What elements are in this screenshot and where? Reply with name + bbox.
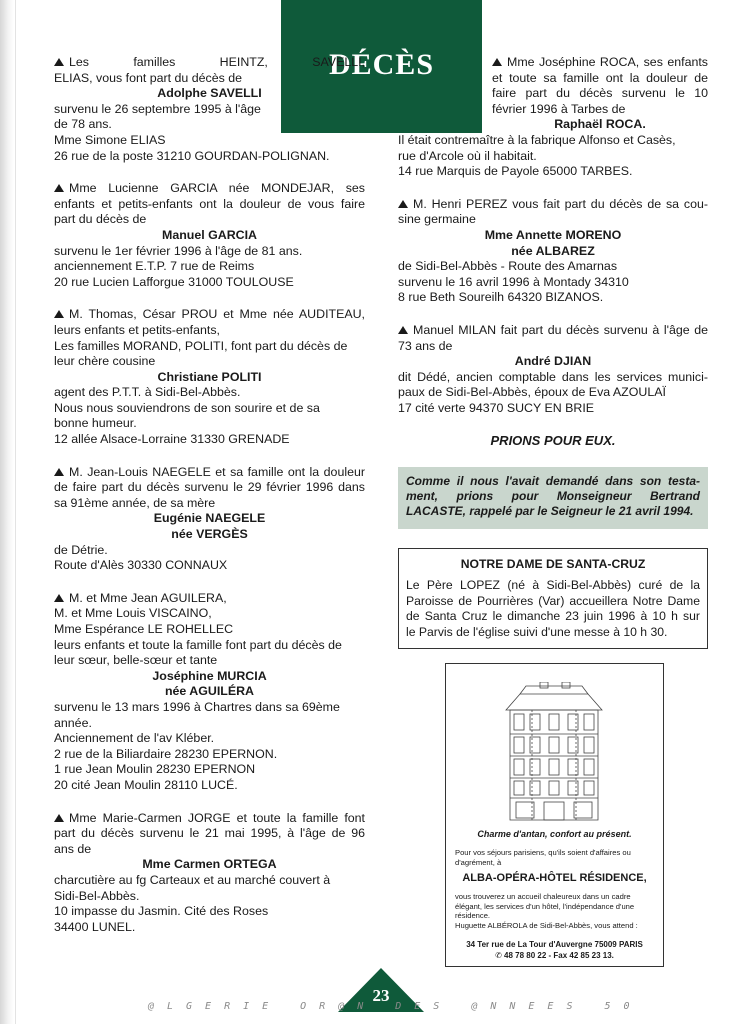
deceased-name	[54, 228, 365, 244]
text: anciennement E.T.P. 7 rue de Reims	[54, 259, 255, 274]
section-title: DÉCÈS	[328, 48, 435, 81]
text: ans de	[54, 841, 92, 856]
tribute-line: LACASTE, rappelé par le Seigneur le 21 avril 1994.	[406, 504, 694, 519]
notice-text	[406, 578, 700, 640]
text: Mme Lucienne GARCIA née MONDEJAR, ses	[69, 181, 365, 196]
text: née VERGÈS	[171, 527, 248, 542]
text: de 78 ans.	[54, 117, 112, 132]
text: paux de Sidi-Bel-Abbès, époux de Eva AZOULAÏ	[398, 385, 666, 400]
text: février 1996 à Tarbes de	[492, 101, 626, 116]
entry-text-line	[54, 826, 365, 842]
triangle-bullet-icon	[398, 200, 408, 208]
ad-caption: Charme d'antan, confort au présent.	[477, 829, 632, 839]
text: Mme Joséphine ROCA, ses enfants	[507, 55, 708, 69]
text: 8 rue Beth Soureilh 64320 BIZANOS.	[398, 290, 604, 305]
triangle-bullet-icon	[398, 326, 408, 334]
entry-text-line	[54, 778, 365, 794]
text: faire part du décès survenu le 10	[492, 86, 708, 101]
text: Les familles HEINTZ, SAVELLI,	[69, 55, 365, 69]
prayer-line: PRIONS POUR EUX.	[490, 433, 616, 449]
entry-text-line	[54, 762, 365, 778]
entry-text-line	[54, 275, 365, 291]
ad-intro	[455, 848, 655, 867]
entry-text-line	[398, 401, 708, 417]
text: enfants et petits-enfants ont la douleur de vous faire	[54, 196, 365, 211]
deceased-name	[492, 117, 708, 133]
text: 2 rue de la Biliardaire 28230 EPERNON.	[54, 746, 278, 761]
text: Manuel GARCIA	[162, 227, 257, 242]
entry-text-line	[54, 904, 365, 920]
text: André DJIAN	[514, 354, 592, 369]
right_column-entry	[398, 197, 708, 306]
entry-text-line	[54, 653, 365, 669]
binding-line	[15, 0, 16, 1024]
text: 10 impasse du Jasmin. Cité des Roses	[54, 904, 269, 919]
entry-text-line	[54, 323, 365, 339]
entry-text-line	[54, 622, 365, 638]
entry-text-line	[492, 71, 708, 87]
entry-text-line	[54, 731, 365, 747]
ad-body-line: vous trouverez un accueil chaleureux dans un cadre	[455, 892, 631, 901]
text: Mme Marie-Carmen JORGE et toute la famille font	[69, 810, 365, 825]
text: part du décès survenu le 21 mai 1995, à l'âge de 96	[54, 826, 365, 841]
text: ELIAS, vous font part du décès de	[54, 70, 243, 85]
text: Route d'Alès 30330 CONNAUX	[54, 558, 228, 573]
tribute-box	[398, 467, 708, 529]
entry-text-line	[54, 149, 365, 165]
entry-text-line	[54, 842, 365, 858]
text: sine germaine	[398, 212, 476, 227]
notice-line: Paroisse de Pourrières (Var) accueillera Notre Dame	[406, 593, 700, 608]
entry-text-line	[54, 117, 365, 133]
triangle-bullet-icon	[54, 594, 64, 602]
text: rue d'Arcole où il habitait.	[398, 148, 537, 163]
entry-text-line	[54, 496, 365, 512]
text: de Sidi-Bel-Abbès - Route des Amarnas	[398, 259, 618, 274]
deceased-name	[54, 684, 365, 700]
ad-body-line: Huguette ALBÉROLA de Sidi-Bel-Abbès, vous attend :	[455, 920, 638, 930]
ad-intro-line: d'agrément, à	[455, 857, 502, 867]
left-column	[54, 55, 365, 952]
entry-text-line	[398, 149, 708, 165]
triangle-bullet-icon	[54, 814, 64, 822]
text: Il était contremaître à la fabrique Alfonso et Casès,	[398, 132, 676, 147]
entry-text-line	[54, 811, 365, 827]
right_column-entry	[398, 55, 708, 180]
entry-text-line	[492, 86, 708, 102]
text: leur chère cousine	[54, 354, 156, 369]
text: Mme Annette MORENO	[484, 227, 622, 242]
right_column-entry	[398, 323, 708, 417]
text: charcutière au fg Carteaux et au marché couvert à	[54, 872, 331, 887]
text: dit Dédé, ancien comptable dans les services munici-	[398, 369, 708, 384]
deceased-name	[54, 527, 365, 543]
footer-text: @LGERIE OR@N DES @NNEES 50	[148, 1001, 643, 1012]
ad-hotel-name: ALBA-OPÉRA-HÔTEL RÉSIDENCE,	[462, 872, 647, 884]
text: 73 ans de	[398, 338, 453, 353]
text: sa 91ème année, de sa mère	[54, 495, 216, 510]
binding-shadow	[0, 0, 14, 1024]
entry-text-line	[398, 164, 708, 180]
deceased-name	[54, 370, 365, 386]
text: leurs enfants et toute la famille font part du décès de	[54, 637, 342, 652]
entry-text-line	[398, 323, 708, 339]
entry-text-line	[492, 55, 708, 71]
entry-text-line	[54, 543, 365, 559]
text: née AGUILÉRA	[164, 684, 255, 699]
triangle-bullet-icon	[54, 58, 64, 66]
text: agent des P.T.T. à Sidi-Bel-Abbès.	[54, 385, 241, 400]
text: M. Thomas, César PROU et Mme née AUDITEAU,	[69, 307, 365, 322]
entry-text-line	[54, 354, 365, 370]
text: survenu le 1er février 1996 à l'âge de 81 ans.	[54, 243, 303, 258]
tribute-line: ment, prions pour Monseigneur Bertrand	[406, 489, 700, 504]
ad-address: 34 Ter rue de La Tour d'Auvergne 75009 PARIS	[466, 940, 643, 949]
text: Manuel MILAN fait part du décès survenu à l'âge de	[413, 322, 708, 337]
hotel-building-illustration	[500, 682, 608, 822]
left_column-entry	[54, 181, 365, 290]
page-number: 23	[372, 986, 390, 1005]
text: bonne humeur.	[54, 416, 137, 431]
ad-intro-line: Pour vos séjours parisiens, qu'ils soient d'affaires ou	[455, 848, 631, 857]
triangle-bullet-icon	[54, 468, 64, 476]
text: leurs enfants et petits-enfants,	[54, 322, 220, 337]
triangle-bullet-icon	[54, 310, 64, 318]
text: Anciennement de l'av Kléber.	[54, 731, 215, 746]
text: Nous nous souviendrons de son sourire et de sa	[54, 400, 320, 415]
text: M. Henri PEREZ vous fait part du décès de sa cou-	[413, 196, 708, 211]
text: Raphaël ROCA.	[554, 117, 646, 132]
entry-text-line	[54, 465, 365, 481]
entry-text-line	[398, 275, 708, 291]
notice-line: Le Père LOPEZ (né à Sidi-Bel-Abbès) curé de la	[406, 578, 700, 593]
entry-text-line	[398, 133, 708, 149]
notice-line: de Santa Cruz le dimanche 23 juin 1996 à 10 h sur	[406, 609, 700, 624]
entry-text-line	[54, 55, 365, 71]
entry-text-line	[398, 197, 708, 213]
text: M. Jean-Louis NAEGELE et sa famille ont la douleur	[69, 464, 365, 479]
entry-text-line	[54, 889, 365, 905]
text: leur sœur, belle-sœur et tante	[54, 653, 218, 668]
text: survenu le 16 avril 1996 à Montady 34310	[398, 274, 629, 289]
entry-text-line	[54, 432, 365, 448]
left_column-entry	[54, 465, 365, 574]
text: 12 allée Alsace-Lorraine 31330 GRENADE	[54, 432, 290, 447]
entry-text-line	[54, 197, 365, 213]
deceased-name	[54, 511, 365, 527]
text: survenu le 13 mars 1996 à Chartres dans sa 69ème	[54, 699, 340, 714]
text: 34400 LUNEL.	[54, 919, 136, 934]
entry-text-line	[54, 606, 365, 622]
entry-text-line	[54, 133, 365, 149]
left_column-entry	[54, 591, 365, 794]
entry-text-line	[54, 385, 365, 401]
entry-text-line	[54, 102, 365, 118]
entry-text-line	[492, 102, 708, 118]
entry-text-line	[54, 259, 365, 275]
text: Adolphe SAVELLI	[157, 86, 262, 101]
text: M. et Mme Louis VISCAINO,	[54, 606, 212, 621]
entry-text-line	[54, 920, 365, 936]
text: Joséphine MURCIA	[152, 668, 267, 683]
entry-text-line	[54, 416, 365, 432]
left_column-entry	[54, 55, 365, 164]
entry-text-line	[54, 873, 365, 889]
ad-body-line: résidence.	[455, 911, 491, 921]
left_column-entry	[54, 307, 365, 447]
text: Christiane POLITI	[157, 369, 262, 384]
text: M. et Mme Jean AGUILERA,	[69, 590, 227, 605]
text: part du décès de	[54, 212, 147, 227]
text: 14 rue Marquis de Payole 65000 TARBES.	[398, 164, 633, 179]
deceased-name	[398, 354, 708, 370]
text: survenu le 26 septembre 1995 à l'âge	[54, 101, 261, 116]
entry-text-line	[398, 212, 708, 228]
deceased-name	[54, 86, 365, 102]
text: de Détrie.	[54, 542, 108, 557]
text: née ALBAREZ	[511, 243, 595, 258]
text: Eugénie NAEGELE	[153, 511, 266, 526]
tribute-line: Comme il nous l'avait demandé dans son testa-	[406, 474, 700, 489]
triangle-bullet-icon	[492, 58, 502, 66]
text: et toute sa famille ont la douleur de	[492, 70, 708, 85]
right-entries	[398, 55, 708, 416]
entry-text-line	[398, 339, 708, 355]
entry-text-line	[54, 591, 365, 607]
text: 20 cité Jean Moulin 28110 LUCÉ.	[54, 777, 238, 792]
entry-text-line	[54, 71, 365, 87]
entry-text-line	[54, 212, 365, 228]
entry-text-line	[54, 700, 365, 716]
entry-text-line	[398, 290, 708, 306]
ad-body	[455, 892, 655, 930]
entry-text-line	[398, 259, 708, 275]
right-column	[398, 55, 708, 663]
entry-text-line	[54, 339, 365, 355]
deceased-name	[398, 228, 708, 244]
triangle-bullet-icon	[54, 184, 64, 192]
entry-text-line	[398, 385, 708, 401]
entry-text-line	[54, 558, 365, 574]
text: 26 rue de la poste 31210 GOURDAN-POLIGNAN.	[54, 148, 330, 163]
entry-text-line	[398, 370, 708, 386]
deceased-name	[54, 669, 365, 685]
ad-phone: ✆ 48 78 80 22 - Fax 42 85 23 13.	[495, 951, 614, 960]
entry-text-line	[54, 480, 365, 496]
text: Sidi-Bel-Abbès.	[54, 888, 140, 903]
text: Les familles MORAND, POLITI, font part du décès de	[54, 338, 348, 353]
ad-body-line: élégant, les services d'un hôtel, l'indépendance d'une	[455, 901, 635, 911]
deceased-name	[54, 857, 365, 873]
entry-text-line	[54, 307, 365, 323]
text: Mme Carmen ORTEGA	[142, 857, 277, 872]
text: 1 rue Jean Moulin 28230 EPERNON	[54, 762, 256, 777]
entry-text-line	[54, 716, 365, 732]
notice-line: le Parvis de l'église suivi d'une messe à 10 h 30.	[406, 625, 668, 640]
entry-text-line	[54, 244, 365, 260]
text: année.	[54, 715, 92, 730]
entry-text-line	[54, 747, 365, 763]
hotel-advertisement	[445, 663, 664, 967]
entry-text-line	[54, 401, 365, 417]
deceased-name	[398, 244, 708, 260]
entry-text-line	[54, 181, 365, 197]
text: Mme Simone ELIAS	[54, 132, 166, 147]
notice-box	[398, 548, 708, 649]
left_column-entry	[54, 811, 365, 936]
entry-text-line	[54, 638, 365, 654]
text: 17 cité verte 94370 SUCY EN BRIE	[398, 400, 595, 415]
text: 20 rue Lucien Lafforgue 31000 TOULOUSE	[54, 274, 294, 289]
notice-title: NOTRE DAME DE SANTA-CRUZ	[460, 556, 646, 571]
text: de faire part du décès survenu le 29 février 1996 dans	[54, 480, 365, 495]
text: Mme Espérance LE ROHELLEC	[54, 622, 234, 636]
